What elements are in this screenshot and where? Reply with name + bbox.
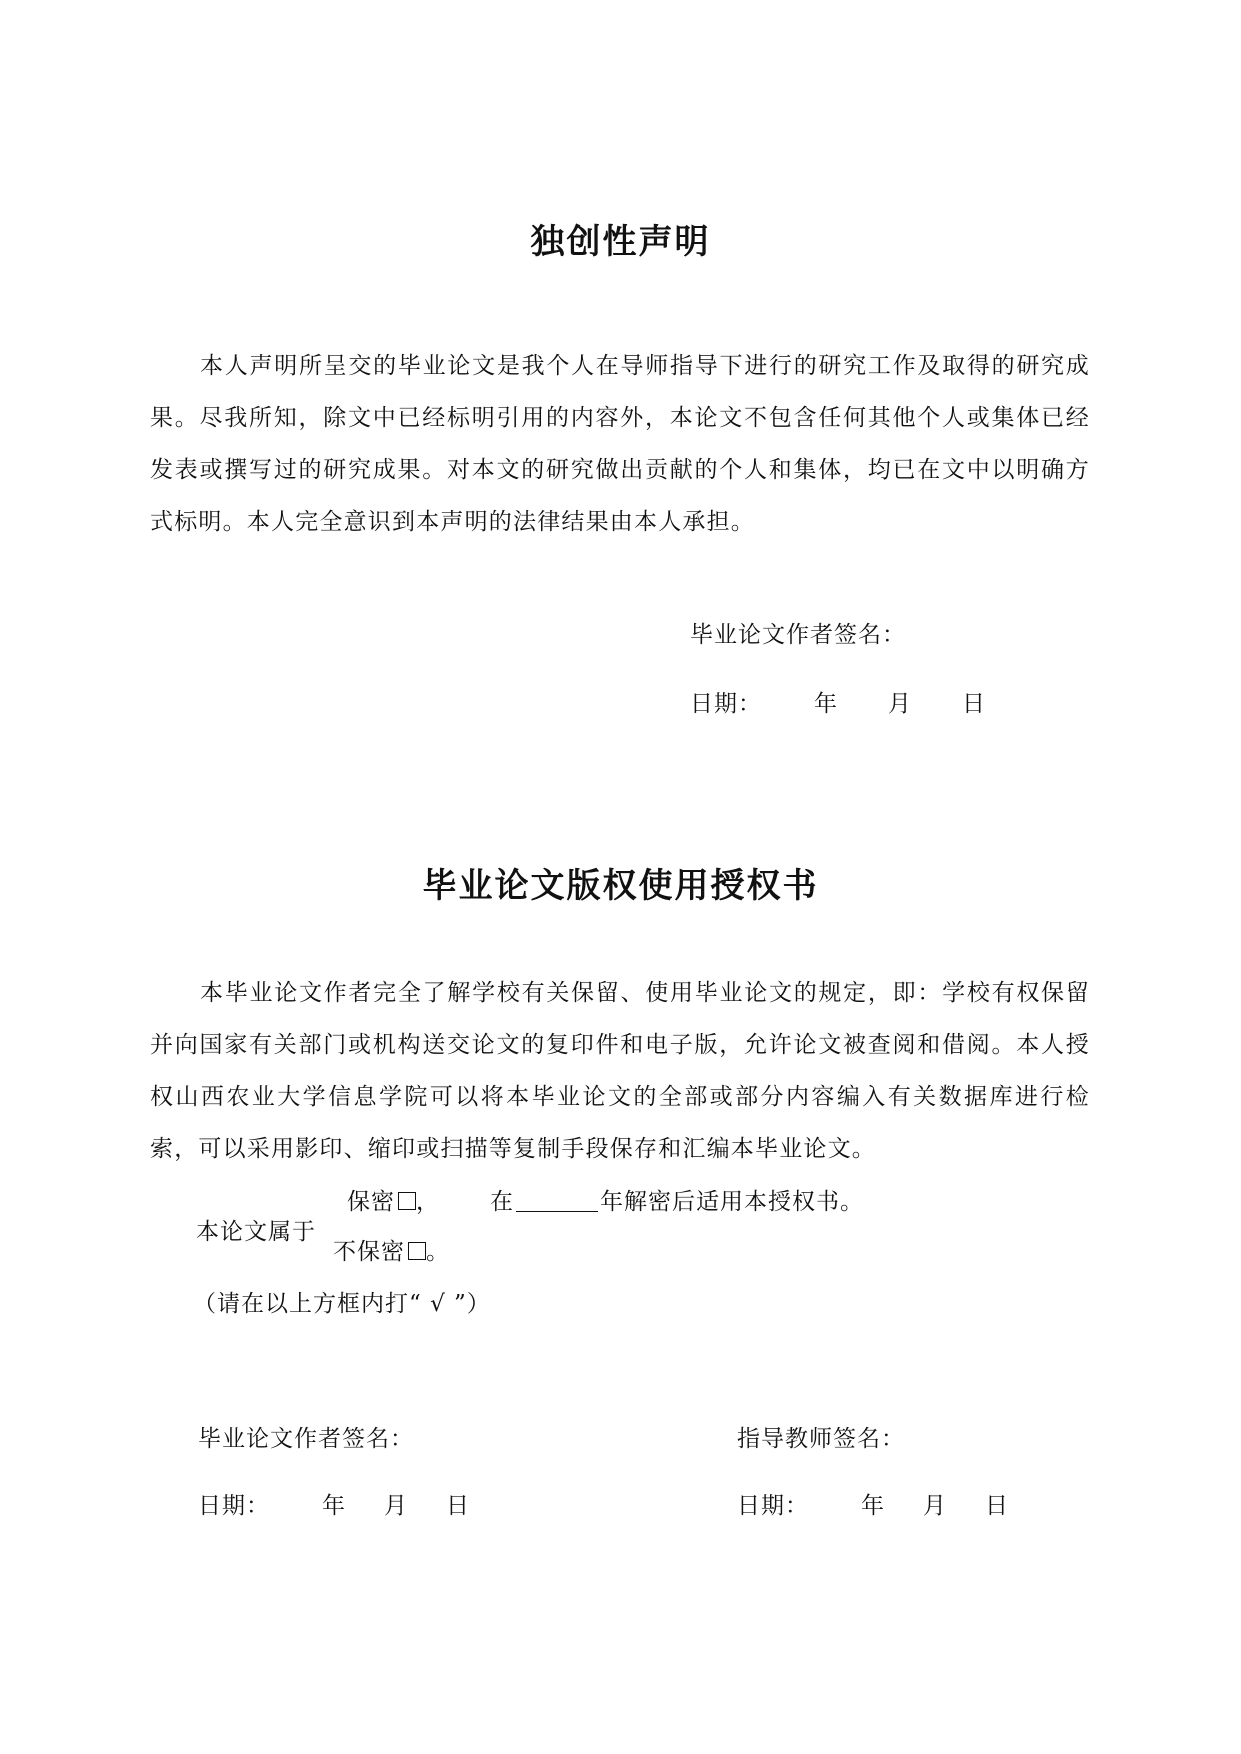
not-confidential-option: 不保密 。 xyxy=(333,1239,450,1265)
originality-day-label: 日 xyxy=(962,691,986,717)
confidential-label: 保密 xyxy=(347,1189,395,1215)
originality-date-label: 日期： xyxy=(690,691,762,717)
author-month-label: 月 xyxy=(384,1493,408,1519)
confidential-checkbox[interactable] xyxy=(398,1192,416,1210)
declassify-line xyxy=(490,1183,864,1216)
not-confidential-checkbox[interactable] xyxy=(408,1242,426,1260)
originality-author-signature-label: 毕业论文作者签名： xyxy=(690,622,906,648)
advisor-day-label: 日 xyxy=(985,1493,1009,1519)
belongs-label: 本论文属于 xyxy=(196,1219,316,1245)
originality-paragraph: 本人声明所呈交的毕业论文是我个人在导师指导下进行的研究工作及取得的研究成果。尽我所知，除文中已经标明引用的内容外，本论文不包含任何其他个人或集体已经发表或撰写过的研究成果。对本文的研究做出贡献的个人和集体，均已在文中以明确方式标明。本人完全意识到本声明的法律结果由本人承担。 xyxy=(150,353,1090,535)
originality-year-label: 年 xyxy=(814,691,838,717)
in-label: 在 xyxy=(490,1189,514,1215)
authorization-title: 毕业论文版权使用授权书 xyxy=(422,866,819,906)
advisor-year-label: 年 xyxy=(861,1493,885,1519)
originality-title: 独创性声明 xyxy=(530,222,711,262)
authorization-paragraph: 本毕业论文作者完全了解学校有关保留、使用毕业论文的规定，即：学校有权保留并向国家有关部门或机构送交论文的复印件和电子版，允许论文被查阅和借阅。本人授权山西农业大学信息学院可以将本毕业论文的全部或部分内容编入有关数据库进行检索，可以采用影印、缩印或扫描等复制手段保存和汇编本毕业论文。 xyxy=(150,980,1090,1162)
authorization-author-signature-label: 毕业论文作者签名： xyxy=(198,1426,414,1452)
author-date-label: 日期： xyxy=(198,1493,270,1519)
confidential-option: 保密 ， xyxy=(347,1189,440,1215)
author-year-label: 年 xyxy=(322,1493,346,1519)
originality-month-label: 月 xyxy=(888,691,912,717)
declassify-text: 年解密后适用本授权书。 xyxy=(600,1189,864,1215)
advisor-month-label: 月 xyxy=(923,1493,947,1519)
advisor-signature-label: 指导教师签名： xyxy=(737,1426,905,1452)
not-confidential-label: 不保密 xyxy=(333,1239,405,1265)
checkbox-instruction: （请在以上方框内打“ √ ”） xyxy=(193,1291,491,1317)
advisor-date-label: 日期： xyxy=(737,1493,809,1519)
declassify-year-blank[interactable] xyxy=(516,1189,598,1212)
author-day-label: 日 xyxy=(446,1493,470,1519)
